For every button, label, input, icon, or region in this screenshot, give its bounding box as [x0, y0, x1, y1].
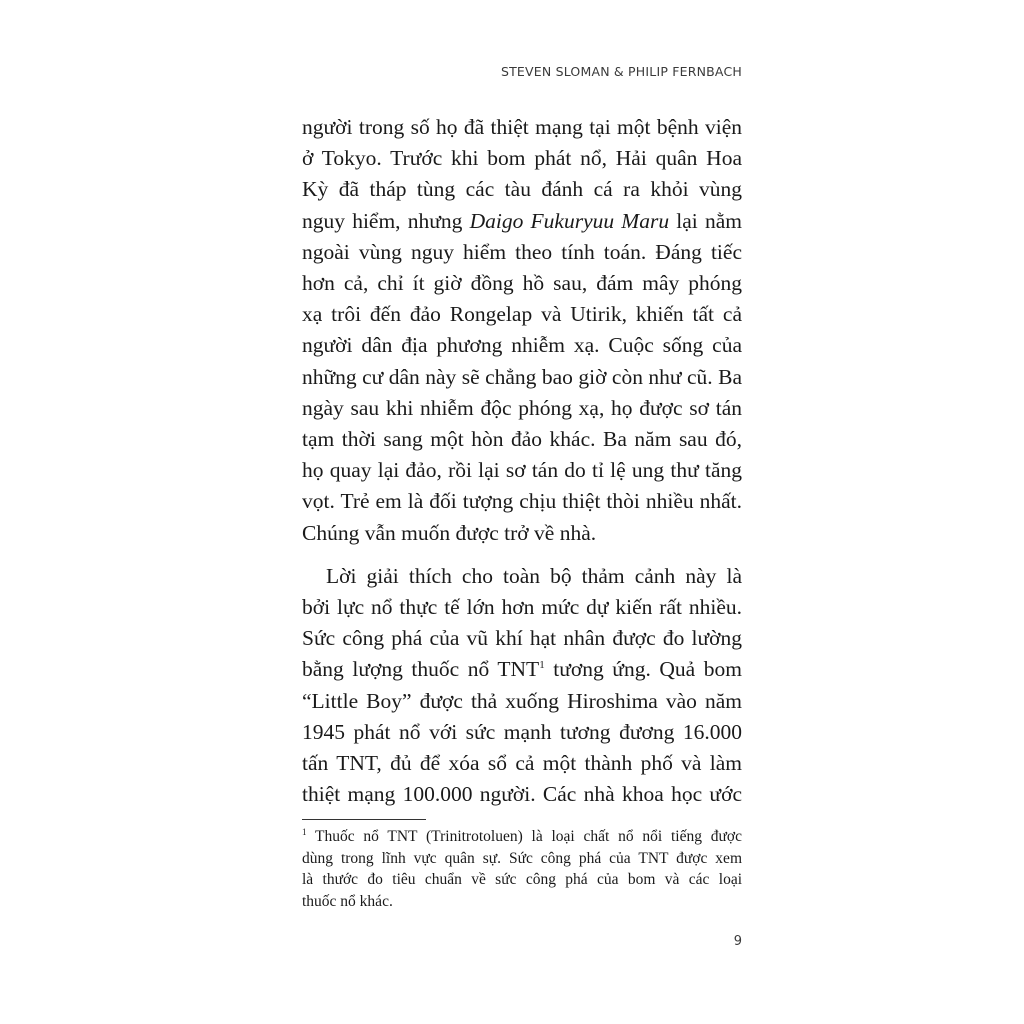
text-line: thiệt mạng 100.000 người. Các nhà khoa học ước [302, 782, 742, 807]
text-line: ngày sau khi nhiễm độc phóng xạ, họ được sơ tán [302, 395, 742, 420]
text-line: ở Tokyo. Trước khi bom phát nổ, Hải quân Hoa [302, 146, 742, 171]
ship-name-italic: Daigo Fukuryuu Maru [469, 208, 670, 233]
text-line: họ quay lại đảo, rồi lại sơ tán do tỉ lệ ung thư tăng [302, 458, 742, 483]
text-line: Sức công phá của vũ khí hạt nhân được đo lường [302, 626, 742, 651]
text-line: 1945 phát nổ với sức mạnh tương đương 16.000 [302, 719, 742, 744]
text-line: “Little Boy” được thả xuống Hiroshima vào năm [302, 688, 742, 713]
paragraph-1 [302, 112, 742, 549]
text-line: Chúng vẫn muốn được trở về nhà. [302, 520, 597, 545]
page-number: 9 [733, 934, 742, 949]
body-text [302, 112, 742, 810]
footnote [302, 826, 742, 912]
footnote-ref[interactable]: 1 [539, 659, 545, 672]
footnote-text: Thuốc nổ TNT (Trinitrotoluen) là loại chất nổ nổi tiếng được [306, 828, 742, 845]
footnote-line: thuốc nổ khác. [302, 892, 393, 910]
text-line: vọt. Trẻ em là đối tượng chịu thiệt thòi nhiều nhất. [302, 489, 742, 514]
text-line: bởi lực nổ thực tế lớn hơn mức dự kiến rất nhiều. [302, 595, 742, 620]
text-line: Kỳ đã tháp tùng các tàu đánh cá ra khỏi vùng [302, 177, 742, 202]
text-line: xạ trôi đến đảo Rongelap và Utirik, khiến tất cả [302, 302, 742, 327]
text-line: hơn cả, chỉ ít giờ đồng hồ sau, đám mây phóng [302, 271, 742, 296]
text-line [302, 654, 742, 685]
footnote-line: dùng trong lĩnh vực quân sự. Sức công phá của TNT được xem [302, 849, 742, 867]
text-line [302, 206, 742, 237]
footnote-divider [302, 819, 426, 820]
text-line: người trong số họ đã thiệt mạng tại một bệnh viện [302, 115, 742, 139]
text-line: tấn TNT, đủ để xóa sổ cả một thành phố và làm [302, 751, 742, 776]
text-line: tạm thời sang một hòn đảo khác. Ba năm sau đó, [302, 427, 742, 452]
text-segment: bằng lượng thuốc nổ TNT [302, 657, 540, 682]
text-line: ngoài vùng nguy hiểm theo tính toán. Đáng tiếc [302, 239, 742, 264]
footnote-line: là thước đo tiêu chuẩn về sức công phá của bom và các loại [302, 871, 742, 888]
text-line: Lời giải thích cho toàn bộ thảm cảnh này là [326, 563, 742, 588]
footnote-line [302, 826, 742, 848]
footnote-marker: 1 [302, 826, 307, 837]
text-segment: tương ứng. Quả bom [544, 657, 742, 682]
text-segment: lại nằm [669, 208, 742, 233]
running-header: STEVEN SLOMAN & PHILIP FERNBACH [500, 64, 742, 79]
text-line: người dân địa phương nhiễm xạ. Cuộc sống của [302, 333, 742, 358]
paragraph-2 [302, 561, 742, 811]
text-segment: nguy hiểm, nhưng [302, 208, 470, 233]
text-line: những cư dân này sẽ chẳng bao giờ còn như cũ. Ba [302, 364, 742, 389]
